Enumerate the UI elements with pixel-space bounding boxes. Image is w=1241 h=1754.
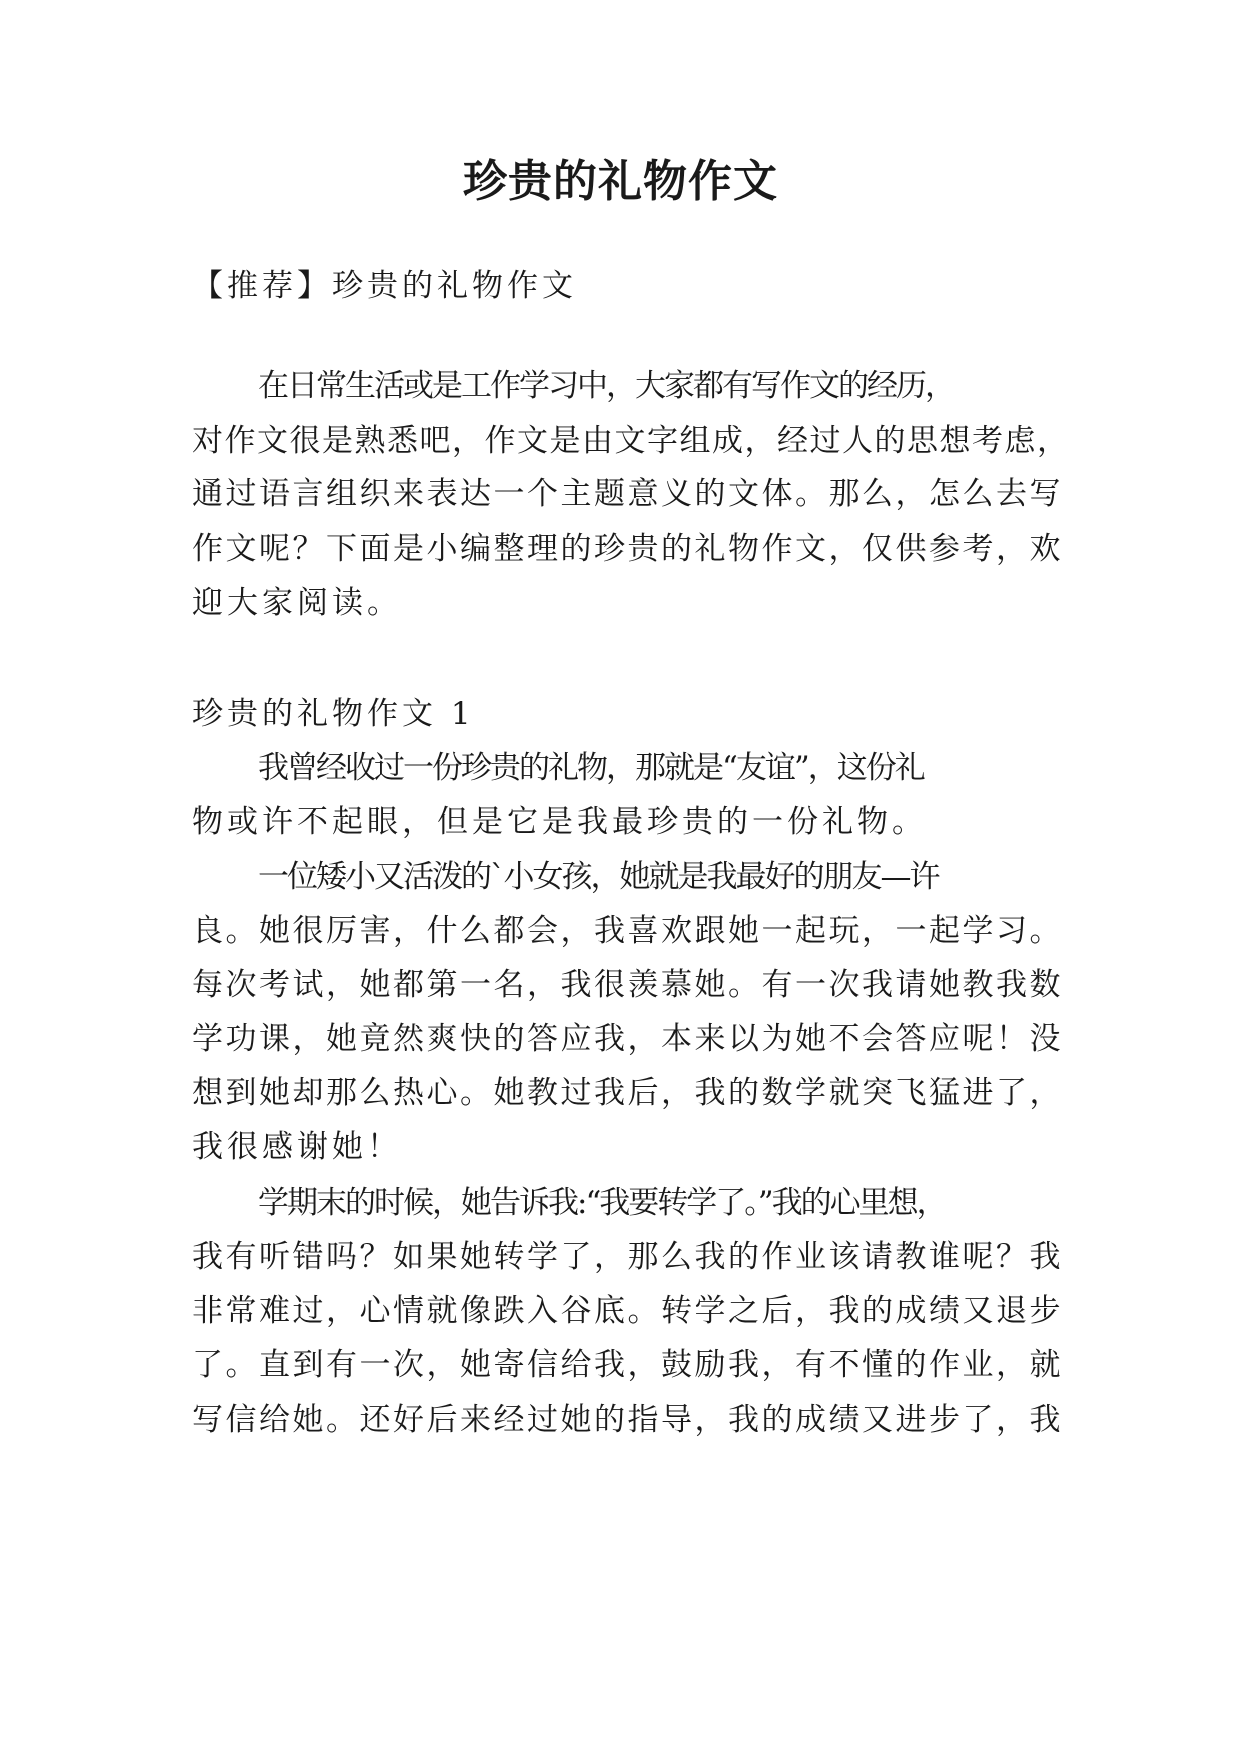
intro-line: 作文呢？下面是小编整理的珍贵的礼物作文，仅供参考，欢 xyxy=(192,531,1063,567)
paragraph-line: 学功课，她竟然爽快的答应我，本来以为她不会答应呢！没 xyxy=(192,1021,1063,1057)
paragraph-line: 学期末的时候，她告诉我:“我要转学了。”我的心里想， xyxy=(258,1185,946,1221)
document-subtitle: 【推荐】珍贵的礼物作文 xyxy=(192,268,577,304)
document-title: 珍贵的礼物作文 xyxy=(463,156,778,207)
paragraph-line: 写信给她。还好后来经过她的指导，我的成绩又进步了，我 xyxy=(192,1402,1063,1438)
intro-line: 通过语言组织来表达一个主题意义的文体。那么，怎么去写 xyxy=(192,476,1063,512)
paragraph-line: 我曾经收过一份珍贵的礼物，那就是“友谊”，这份礼 xyxy=(258,750,924,786)
intro-line: 在日常生活或是工作学习中，大家都有写作文的经历， xyxy=(258,368,954,404)
intro-line: 迎大家阅读。 xyxy=(192,585,402,621)
paragraph-line: 想到她却那么热心。她教过我后，我的数学就突飞猛进了， xyxy=(192,1075,1063,1111)
section-heading: 珍贵的礼物作文 1 xyxy=(192,696,475,732)
intro-line: 对作文很是熟悉吧，作文是由文字组成，经过人的思想考虑， xyxy=(192,423,1070,459)
paragraph-line: 非常难过，心情就像跌入谷底。转学之后，我的成绩又退步 xyxy=(192,1293,1063,1329)
paragraph-line: 我有听错吗？如果她转学了，那么我的作业该请教谁呢？我 xyxy=(192,1239,1063,1275)
paragraph-line: 每次考试，她都第一名，我很羡慕她。有一次我请她教我数 xyxy=(192,967,1063,1003)
paragraph-line: 物或许不起眼，但是它是我最珍贵的一份礼物。 xyxy=(192,804,927,840)
paragraph-line: 我很感谢她！ xyxy=(192,1129,402,1165)
paragraph-line: 了。直到有一次，她寄信给我，鼓励我，有不懂的作业，就 xyxy=(192,1347,1063,1383)
paragraph-line: 一位矮小又活泼的`小女孩，她就是我最好的朋友—许 xyxy=(258,859,939,895)
paragraph-line: 良。她很厉害，什么都会，我喜欢跟她一起玩，一起学习。 xyxy=(192,913,1063,949)
